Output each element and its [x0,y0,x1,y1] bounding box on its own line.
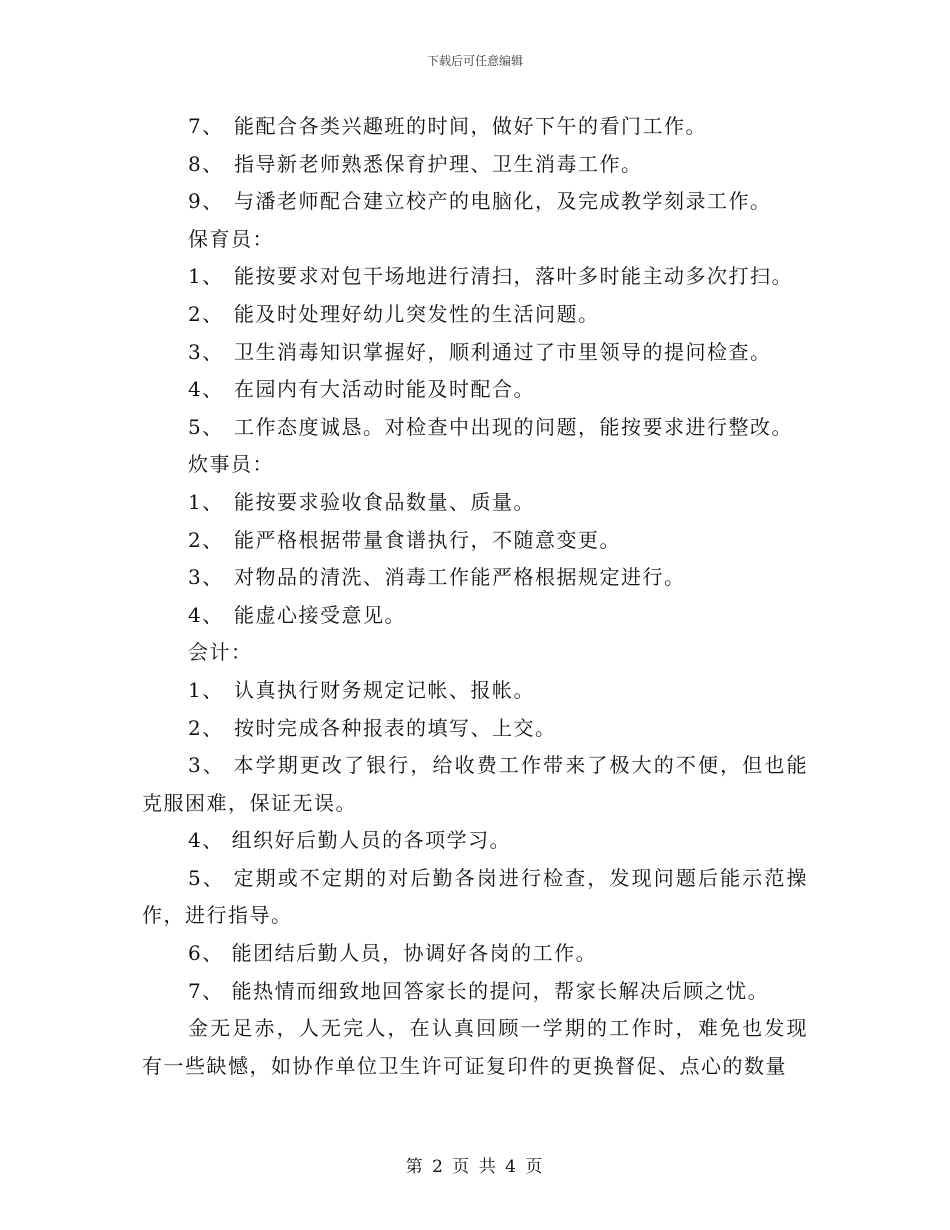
item-text: 能虚心接受意见。 [234,602,406,627]
item-number: 1、 [188,264,224,289]
paragraph: 4、 组织好后勤人员的各项学习。 [188,828,512,853]
item-number: 5、 [188,414,224,439]
item-number: 2、 [188,527,224,552]
item-text: 在园内有大活动时能及时配合。 [234,377,535,402]
item-number: 7、 [188,114,224,138]
list-item [142,296,808,334]
section-heading-text: 炊事员： [188,452,274,477]
section-heading-text: 会计： [188,640,253,665]
list-item [142,258,808,296]
item-number: 1、 [188,489,224,514]
item-text: 对物品的清洗、消毒工作能严格根据规定进行。 [234,565,686,590]
page-header-note: 下载后可任意编辑 [426,54,523,68]
item-text: 与潘老师配合建立校产的电脑化，及完成教学刻录工作。 [234,189,772,214]
item-text: 能按要求对包干场地进行清扫，落叶多时能主动多次打扫。 [234,264,793,289]
item-text: 能及时处理好幼儿突发性的生活问题。 [234,301,600,326]
list-item [142,522,808,560]
section-heading-nursery-staff [142,221,808,259]
item-number: 8、 [188,151,224,176]
list-item [142,559,808,597]
list-item [142,672,808,710]
list-item [142,334,808,372]
item-number: 4、 [188,377,224,402]
item-number: 2、 [188,715,224,740]
section-heading-cook [142,446,808,484]
list-item [142,710,808,748]
paragraph: 5、 定期或不定期的对后勤各岗进行检查，发现问题后能示范操作，进行指导。 [142,865,808,928]
item-text: 能按要求验收食品数量、质量。 [234,489,535,514]
item-text: 能配合各类兴趣班的时间，做好下午的看门工作。 [234,114,707,138]
item-text: 认真执行财务规定记帐、报帐。 [234,677,535,702]
item-text: 卫生消毒知识掌握好，顺利通过了市里领导的提问检查。 [234,339,772,364]
list-item [142,484,808,522]
list-item [142,597,808,635]
item-text: 工作态度诚恳。对检查中出现的问题，能按要求进行整改。 [234,414,793,439]
item-number: 2、 [188,301,224,326]
paragraph: 6、 能团结后勤人员，协调好各岗的工作。 [188,941,598,966]
paragraph: 3、 本学期更改了银行，给收费工作带来了极大的不便，但也能克服困难，保证无误。 [142,753,808,815]
item-text: 按时完成各种报表的填写、上交。 [234,715,557,740]
list-item [142,371,808,409]
list-item [142,108,808,146]
item-number: 4、 [188,602,224,627]
list-item [142,183,808,221]
item-text: 能严格根据带量食谱执行，不随意变更。 [234,527,621,552]
item-text: 指导新老师熟悉保育护理、卫生消毒工作。 [234,151,643,176]
paragraph: 7、 能热情而细致地回答家长的提问，帮家长解决后顾之忧。 [188,978,770,1003]
paragraph: 金无足赤，人无完人，在认真回顾一学期的工作时，难免也发现有一些缺憾，如协作单位卫生许可证复印件的更换督促、点心的数量 [142,1016,808,1078]
section-heading-text: 保育员： [188,226,274,251]
page-number-footer: 第 2 页 共 4 页 [405,1157,545,1177]
list-item [142,146,808,184]
item-number: 9、 [188,189,224,214]
section-heading-accountant [142,634,808,672]
document-body [142,108,808,1085]
list-item [142,409,808,447]
item-number: 3、 [188,339,224,364]
item-number: 3、 [188,565,224,590]
item-number: 1、 [188,677,224,702]
